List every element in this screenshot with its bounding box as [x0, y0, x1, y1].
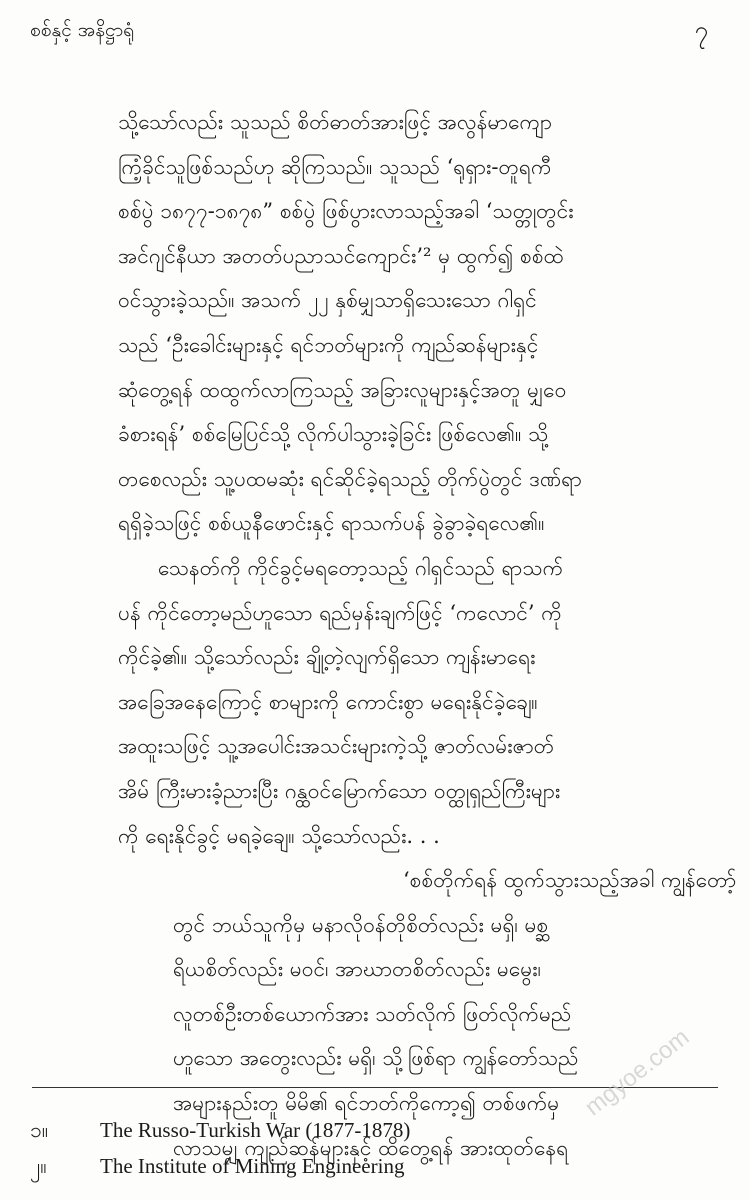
quote-line: အများနည်းတူ မိမိ၏ ရင်ဘတ်ကိုကော့၍ တစ်ဖက်မှ [173, 1091, 560, 1116]
footnote-text: The Institute of Mining Engineering [100, 1154, 405, 1178]
quote-line: ရိယစိတ်လည်း မဝင်၊ အာဃာတစိတ်လည်း မမွေး၊ [173, 957, 541, 982]
text-line: ဆုံတွေ့ရန် ထထွက်လာကြသည့် အခြားလူများနှင့်အတူ မျှဝေ [118, 377, 567, 402]
quote-line: ဟူသော အတွေးလည်း မရှိ၊ သို့ဖြစ်ရာ ကျွန်တော်သည် [173, 1046, 579, 1071]
text-line: ကြံ့ခိုင်သူဖြစ်သည်ဟု ဆိုကြသည်။ သူသည် ‘ရုရှား-တူရကီ [118, 154, 552, 179]
running-title: စစ်နှင့် အနိဋ္ဌာရုံ [30, 19, 135, 41]
text-line: အခြေအနေကြောင့် စာများကို ကောင်းစွာ မရေးနိုင်ခဲ့ချေ။ [118, 689, 538, 714]
text-line: ရရှိခဲ့သဖြင့် စစ်ယူနီဖောင်းနှင့် ရာသက်ပန် ခွဲခွာခဲ့ရလေ၏။ [118, 511, 545, 536]
text-line: အထူးသဖြင့် သူ့အပေါင်းအသင်းများကဲ့သို့ ဇာတ်လမ်းဇာတ် [118, 734, 555, 759]
quote-line: လာသမျှ ကျည်ဆန်များနှင့် ထိတွေ့ရန် အားထုတ်နေရ [173, 1135, 569, 1160]
page-number: ၇ [694, 16, 708, 44]
footnote-marker: ၂။ [30, 1154, 47, 1178]
text-line: သို့သော်လည်း သူသည် စိတ်ဓာတ်အားဖြင့် အလွန်မာကျော [118, 110, 553, 134]
text-line: ဝင်သွားခဲ့သည်။ အသက် ၂၂ နှစ်မျှသာရှိသေးသော ဂါရှင် [118, 288, 537, 313]
text-line: အိမ် ကြီးမားခံ့ညားပြီး ဂန္ထဝင်မြောက်သော ဝတ္ထုရှည်ကြီးများ [118, 778, 561, 803]
watermark: mgyoe.com [580, 1023, 695, 1122]
text-line: ခံစားရန်’ စစ်မြေပြင်သို့ လိုက်ပါသွားခဲ့ခြင်း ဖြစ်လေ၏။ သို့ [118, 422, 549, 447]
footnote [30, 1117, 410, 1148]
text-line: စစ်ပွဲ ၁၈၇၇-၁၈၇၈” စစ်ပွဲ ဖြစ်ပွားလာသည့်အခါ ‘သတ္တုတွင်း [118, 199, 574, 224]
text-line: တစေလည်း သူ့ပထမဆုံး ရင်ဆိုင်ခဲ့ရသည့် တိုက်ပွဲတွင် ဒဏ်ရာ [118, 466, 582, 491]
footnote-text: The Russo-Turkish War (1877-1878) [100, 1118, 411, 1142]
quote-line: တွင် ဘယ်သူကိုမှ မနာလိုဝန်တိုစိတ်လည်း မရှိ၊ မစ္ဆ [173, 912, 549, 937]
text-line: ပန် ကိုင်တော့မည်ဟူသော ရည်မှန်းချက်ဖြင့် ‘ကလောင်’ ကို [118, 600, 562, 625]
footnote-marker: ၁။ [30, 1118, 49, 1142]
text-line: ကိုင်ခဲ့၏။ သို့သော်လည်း ချို့တဲ့လျက်ရှိသော ကျန်းမာရေး [118, 645, 536, 670]
text-line: အင်ဂျင်နီယာ အတတ်ပညာသင်ကျောင်း’² မှ ထွက်၍ စစ်ထဲ [118, 243, 564, 268]
footnote [30, 1153, 404, 1184]
text-line: သည် ‘ဦးခေါင်းများနှင့် ရင်ဘတ်များကို ကျည်ဆန်များနှင့် [118, 332, 539, 357]
text-line: သေနတ်ကို ကိုင်ခွင့်မရတော့သည့် ဂါရှင်သည် ရာသက် [118, 555, 564, 580]
quote-line: လူတစ်ဦးတစ်ယောက်အား သတ်လိုက် ဖြတ်လိုက်မည် [173, 1001, 572, 1026]
text-line: ကို ရေးနိုင်ခွင့် မရခဲ့ချေ။ သို့သော်လည်း. . . [118, 823, 440, 848]
body-text [118, 100, 737, 1170]
quote-line: ‘စစ်တိုက်ရန် ထွက်သွားသည့်အခါ ကျွန်တော့် [403, 868, 737, 893]
